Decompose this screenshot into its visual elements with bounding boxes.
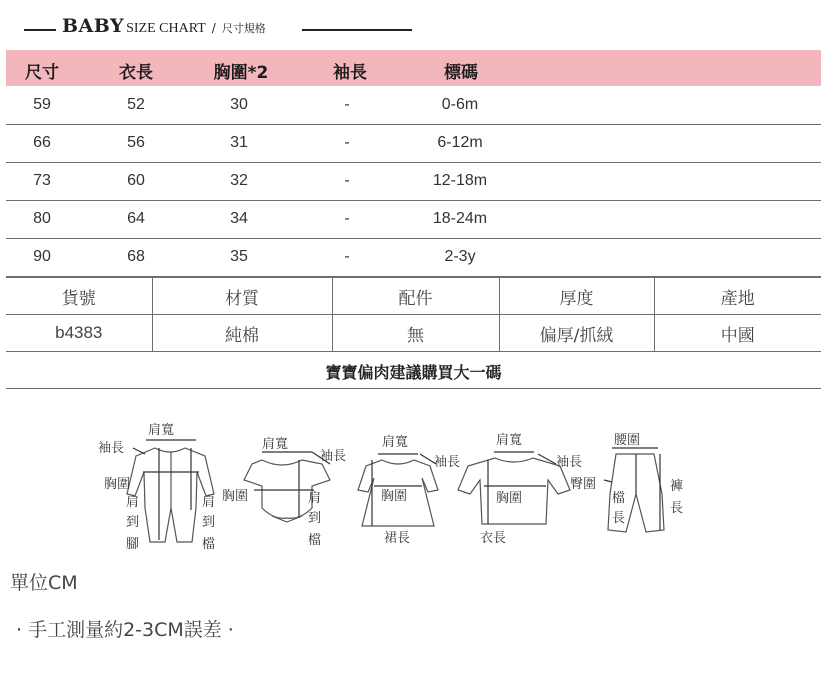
cell-label-size: 12-18m	[432, 172, 488, 189]
cell-length: 56	[127, 134, 145, 151]
cell-label-size: 0-6m	[441, 96, 479, 113]
top-shoulder-label: 肩寬	[496, 433, 523, 448]
cell-sleeve: -	[344, 134, 350, 151]
header-separator: /	[211, 21, 216, 35]
top-chest-label: 胸圍	[496, 491, 523, 506]
bodysuit-crotch-label-1: 肩	[308, 491, 322, 506]
info-origin: 中國	[654, 315, 821, 352]
pants-crotch-label-1: 檔	[612, 491, 626, 506]
pants-length-label-1: 褲	[670, 479, 684, 494]
col-header-size: 尺寸	[25, 63, 59, 83]
measurement-error-note: · 手工測量約2-3CM誤差 ·	[16, 619, 234, 641]
header-rule-right	[302, 29, 412, 31]
bodysuit-crotch-label-3: 檔	[308, 533, 322, 548]
cell-sleeve: -	[344, 210, 350, 227]
pants-length-label-2: 長	[670, 501, 684, 516]
size-advice-row	[6, 352, 821, 389]
bodysuit-crotch-label-2: 到	[308, 511, 322, 526]
cell-length: 60	[127, 172, 145, 189]
size-row	[6, 239, 821, 277]
top-diagram	[458, 452, 570, 524]
header-rule-left	[24, 29, 56, 31]
col-header-chest: 胸圍*2	[213, 63, 269, 83]
dress-labels	[381, 435, 460, 546]
dress-chest-label: 胸圍	[381, 489, 408, 504]
header-baby: BABY	[62, 15, 125, 37]
info-header-origin: 產地	[654, 277, 821, 315]
romper-shoulder-label: 肩寬	[148, 423, 175, 438]
header-title	[62, 15, 266, 37]
cell-chest: 31	[230, 134, 248, 151]
size-row	[6, 201, 821, 239]
product-info-table	[6, 276, 821, 352]
bodysuit-chest-label: 胸圍	[222, 489, 249, 504]
info-item-no: b4383	[6, 315, 152, 352]
info-header-material: 材質	[152, 277, 332, 315]
dress-skirt-length-label: 裙長	[384, 531, 411, 546]
pants-waist-label: 腰圍	[614, 433, 641, 448]
size-table-header	[6, 50, 821, 86]
top-sleeve-label: 袖長	[556, 455, 583, 470]
col-header-label-size: 標碼	[444, 63, 478, 83]
col-header-sleeve: 袖長	[333, 63, 367, 83]
cell-size: 80	[33, 210, 51, 227]
size-row	[6, 87, 821, 125]
romper-crotch-label-2: 到	[202, 515, 216, 530]
cell-label-size: 18-24m	[432, 210, 488, 227]
cell-sleeve: -	[344, 248, 350, 265]
info-header-thickness: 厚度	[499, 277, 654, 315]
cell-size: 59	[33, 96, 51, 113]
size-advice: 寶寶偏肉建議購買大一碼	[325, 363, 502, 382]
bodysuit-sleeve-label: 袖長	[320, 449, 347, 464]
cell-chest: 35	[230, 248, 248, 265]
romper-labels	[98, 423, 215, 552]
info-header-item-no: 貨號	[6, 277, 152, 315]
romper-foot-label-2: 到	[126, 515, 140, 530]
romper-crotch-label-3: 檔	[202, 537, 216, 552]
cell-sleeve: -	[344, 96, 350, 113]
cell-length: 68	[127, 248, 145, 265]
romper-crotch-label-1: 肩	[202, 495, 216, 510]
romper-sleeve-label: 袖長	[98, 441, 125, 456]
cell-sleeve: -	[344, 172, 350, 189]
cell-length: 64	[127, 210, 145, 227]
info-material: 純棉	[152, 315, 332, 352]
romper-foot-label-3: 腳	[126, 537, 140, 552]
header-subtitle: 尺寸規格	[221, 22, 266, 35]
cell-chest: 34	[230, 210, 248, 227]
dress-sleeve-label: 袖長	[434, 455, 461, 470]
dress-shoulder-label: 肩寬	[382, 435, 409, 450]
unit-note: 單位CM	[10, 572, 78, 594]
cell-chest: 32	[230, 172, 248, 189]
pants-hip-label: 臀圍	[570, 477, 597, 492]
measurement-diagrams	[0, 390, 822, 560]
size-chart-header	[0, 14, 822, 46]
cell-size: 73	[33, 172, 51, 189]
cell-length: 52	[127, 96, 145, 113]
top-length-label: 衣長	[480, 531, 507, 546]
header-size-chart: SIZE CHART	[126, 21, 206, 36]
romper-foot-label-1: 肩	[126, 495, 140, 510]
info-value-row	[6, 315, 821, 352]
cell-chest: 30	[230, 96, 248, 113]
pants-labels	[570, 433, 683, 526]
info-header-accessories: 配件	[332, 277, 499, 315]
romper-chest-label: 胸圍	[104, 477, 131, 492]
cell-label-size: 6-12m	[437, 134, 483, 151]
info-header-row	[6, 277, 821, 315]
cell-label-size: 2-3y	[444, 248, 476, 265]
romper-diagram	[127, 440, 214, 542]
cell-size: 90	[33, 248, 51, 265]
cell-size: 66	[33, 134, 51, 151]
info-thickness: 偏厚/抓絨	[499, 315, 654, 352]
size-row	[6, 125, 821, 163]
size-row	[6, 163, 821, 201]
top-labels	[480, 433, 582, 546]
info-accessories: 無	[332, 315, 499, 352]
pants-crotch-label-2: 長	[612, 511, 626, 526]
col-header-length: 衣長	[119, 63, 153, 83]
bodysuit-shoulder-label: 肩寬	[262, 437, 289, 452]
bodysuit-labels	[222, 437, 346, 548]
